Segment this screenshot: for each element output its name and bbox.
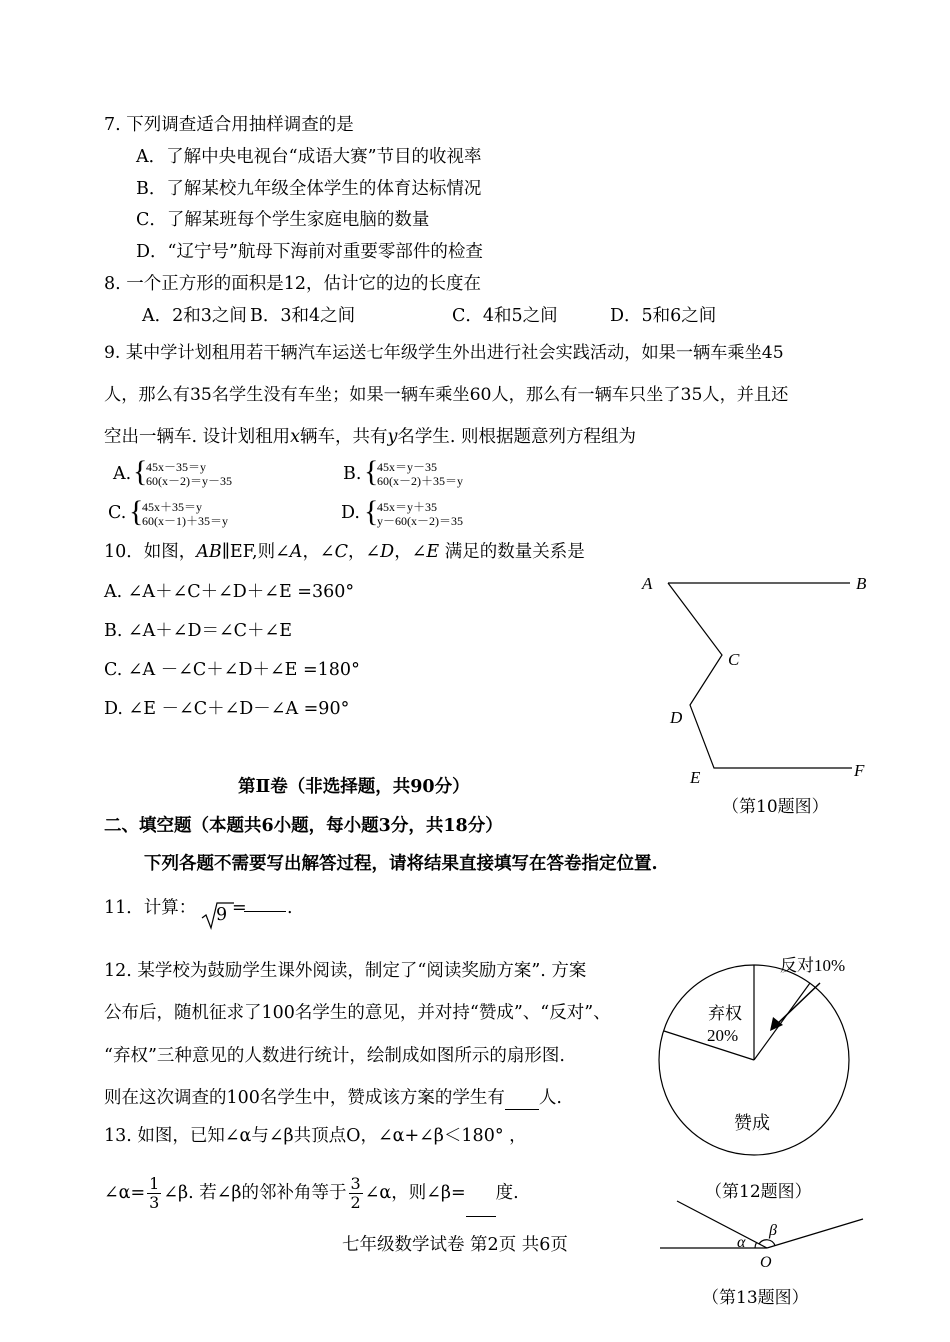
q9-option-b-eq1: 45x＝y－35 bbox=[377, 460, 438, 474]
q9-option-d-label: D. bbox=[341, 503, 360, 523]
q13-ray-right bbox=[767, 1219, 863, 1248]
q10-option-a: A. ∠A＋∠C＋∠D＋∠E =360° bbox=[104, 582, 355, 602]
q10-stem: 10．如图，AB∥EF,则∠A，∠C，∠D，∠E 满足的数量关系是 bbox=[104, 542, 585, 562]
q8-option-b: B．3和4之间 bbox=[250, 306, 356, 326]
q9-option-b-eq2: 60(x－2)＋35＝y bbox=[377, 474, 463, 488]
q13-label-o: O bbox=[760, 1254, 772, 1270]
q11-answer-blank[interactable] bbox=[244, 911, 286, 912]
q12-label-abstain: 弃权 bbox=[708, 1004, 742, 1023]
q9-option-d-eq2: y－60(x－2)＝35 bbox=[377, 514, 463, 528]
q11-radicand: 9 bbox=[216, 905, 228, 925]
q13-answer-blank[interactable] bbox=[466, 1170, 496, 1217]
page-footer: 七年级数学试卷 第2页 共6页 bbox=[342, 1235, 568, 1255]
q10-caption: （第10题图） bbox=[722, 797, 829, 817]
q10-polyline-acdef bbox=[668, 583, 852, 768]
q9-option-c-label: C. bbox=[108, 503, 127, 523]
q9-option-a-eq2: 60(x－2)＝y－35 bbox=[146, 474, 232, 488]
q10-figure bbox=[630, 565, 880, 790]
q7-stem: 7. 下列调查适合用抽样调查的是 bbox=[104, 115, 354, 135]
q9-option-a-label: A. bbox=[113, 464, 132, 484]
section2-heading: 二、填空题（本题共6小题，每小题3分，共18分） bbox=[104, 816, 503, 836]
q10-label-d: D bbox=[670, 708, 683, 727]
q11-stem: 11．计算： bbox=[104, 898, 197, 918]
q13-arc-alpha bbox=[755, 1243, 757, 1249]
q12-pie-divider-against bbox=[754, 983, 810, 1060]
q9-option-c-eq2: 60(x－1)＋35＝y bbox=[142, 514, 228, 528]
q9-line-1: 9. 某中学计划租用若干辆汽车运送七年级学生外出进行社会实践活动，如果一辆车乘坐45 bbox=[104, 343, 784, 363]
q9-option-d-eq1: 45x＝y＋35 bbox=[377, 500, 438, 514]
q9-option-a-eq1: 45x－35＝y bbox=[146, 460, 207, 474]
q12-line-2: 公布后，随机征求了100名学生的意见，并对持“赞成”、“反对”、 bbox=[104, 1003, 611, 1023]
q9-option-d-brace: { bbox=[364, 495, 379, 528]
section2-instruction: 下列各题不需要写出解答过程，请将结果直接填写在答卷指定位置. bbox=[144, 854, 658, 874]
q9-line-3: 空出一辆车. 设计划租用x辆车，共有y名学生. 则根据题意列方程组为 bbox=[104, 427, 637, 447]
q12-label-against: 反对10% bbox=[780, 956, 846, 975]
q10-label-a: A bbox=[642, 574, 653, 593]
q8-option-d: D．5和6之间 bbox=[610, 306, 717, 326]
q9-option-b-label: B. bbox=[343, 464, 362, 484]
q13-line-2: ∠α= $\frac{1}{3}$ ∠β. 若∠β的邻补角等于 $\frac{3}{2}$ ∠α，则∠β= 度. bbox=[104, 1170, 519, 1217]
q8-stem: 8. 一个正方形的面积是12，估计它的边的长度在 bbox=[104, 274, 482, 294]
q13-line-1: 13. 如图，已知∠α与∠β共顶点O，∠α+∠β＜180° ， bbox=[104, 1126, 527, 1146]
section2-title: 第Ⅱ卷（非选择题，共90分） bbox=[238, 777, 470, 797]
q11-equals: = bbox=[232, 898, 247, 918]
q12-line-3: “弃权”三种意见的人数进行统计，绘制成如图所示的扇形图. bbox=[104, 1046, 565, 1066]
q10-option-d: D. ∠E －∠C＋∠D－∠A =90° bbox=[104, 699, 350, 719]
q7-option-b: B．了解某校九年级全体学生的体育达标情况 bbox=[136, 179, 482, 199]
q12-line-1: 12. 某学校为鼓励学生课外阅读，制定了“阅读奖励方案”. 方案 bbox=[104, 961, 587, 981]
q8-option-c: C．4和5之间 bbox=[452, 306, 558, 326]
q10-option-b: B. ∠A＋∠D＝∠C＋∠E bbox=[104, 621, 292, 641]
q9-option-b-brace: { bbox=[364, 455, 379, 488]
q9-option-c-eq1: 45x＋35＝y bbox=[142, 500, 203, 514]
q13-label-alpha: α bbox=[737, 1234, 746, 1251]
q7-option-d: D．“辽宁号”航母下海前对重要零部件的检查 bbox=[136, 242, 483, 262]
q12-answer-blank[interactable] bbox=[505, 1087, 539, 1110]
q9-option-c-brace: { bbox=[129, 495, 144, 528]
q10-label-e: E bbox=[690, 768, 701, 787]
q8-option-a: A．2和3之间 bbox=[142, 306, 247, 326]
q12-label-approve: 赞成 bbox=[734, 1113, 770, 1133]
q12-caption: （第12题图） bbox=[705, 1182, 812, 1202]
q12-pie-chart bbox=[650, 945, 870, 1175]
q10-label-f: F bbox=[854, 761, 865, 780]
q10-option-c: C. ∠A －∠C＋∠D＋∠E =180° bbox=[104, 660, 360, 680]
q13-ray-left bbox=[677, 1201, 767, 1248]
q9-line-2: 人，那么有35名学生没有车坐；如果一辆车乘坐60人，那么有一辆车只坐了35人，并且还 bbox=[104, 385, 789, 405]
q10-label-c: C bbox=[728, 650, 740, 669]
q9-option-a-brace: { bbox=[133, 455, 148, 488]
q12-label-abstain-pct: 20% bbox=[707, 1026, 739, 1045]
q10-label-b: B bbox=[856, 574, 867, 593]
q12-arrow-line bbox=[776, 983, 820, 1025]
q13-fraction-1: $\frac{1}{3}$ bbox=[149, 1174, 160, 1212]
q13-figure bbox=[655, 1195, 870, 1270]
q7-option-a: A．了解中央电视台“成语大赛”节目的收视率 bbox=[136, 147, 482, 167]
q11-end: . bbox=[287, 898, 293, 918]
q7-option-c: C．了解某班每个学生家庭电脑的数量 bbox=[136, 210, 430, 230]
q13-caption: （第13题图） bbox=[702, 1288, 809, 1308]
q13-label-beta: β bbox=[769, 1222, 777, 1239]
q13-fraction-2: $\frac{3}{2}$ bbox=[350, 1174, 361, 1212]
q12-line-4: 则在这次调查的100名学生中，赞成该方案的学生有 人. bbox=[104, 1088, 562, 1108]
